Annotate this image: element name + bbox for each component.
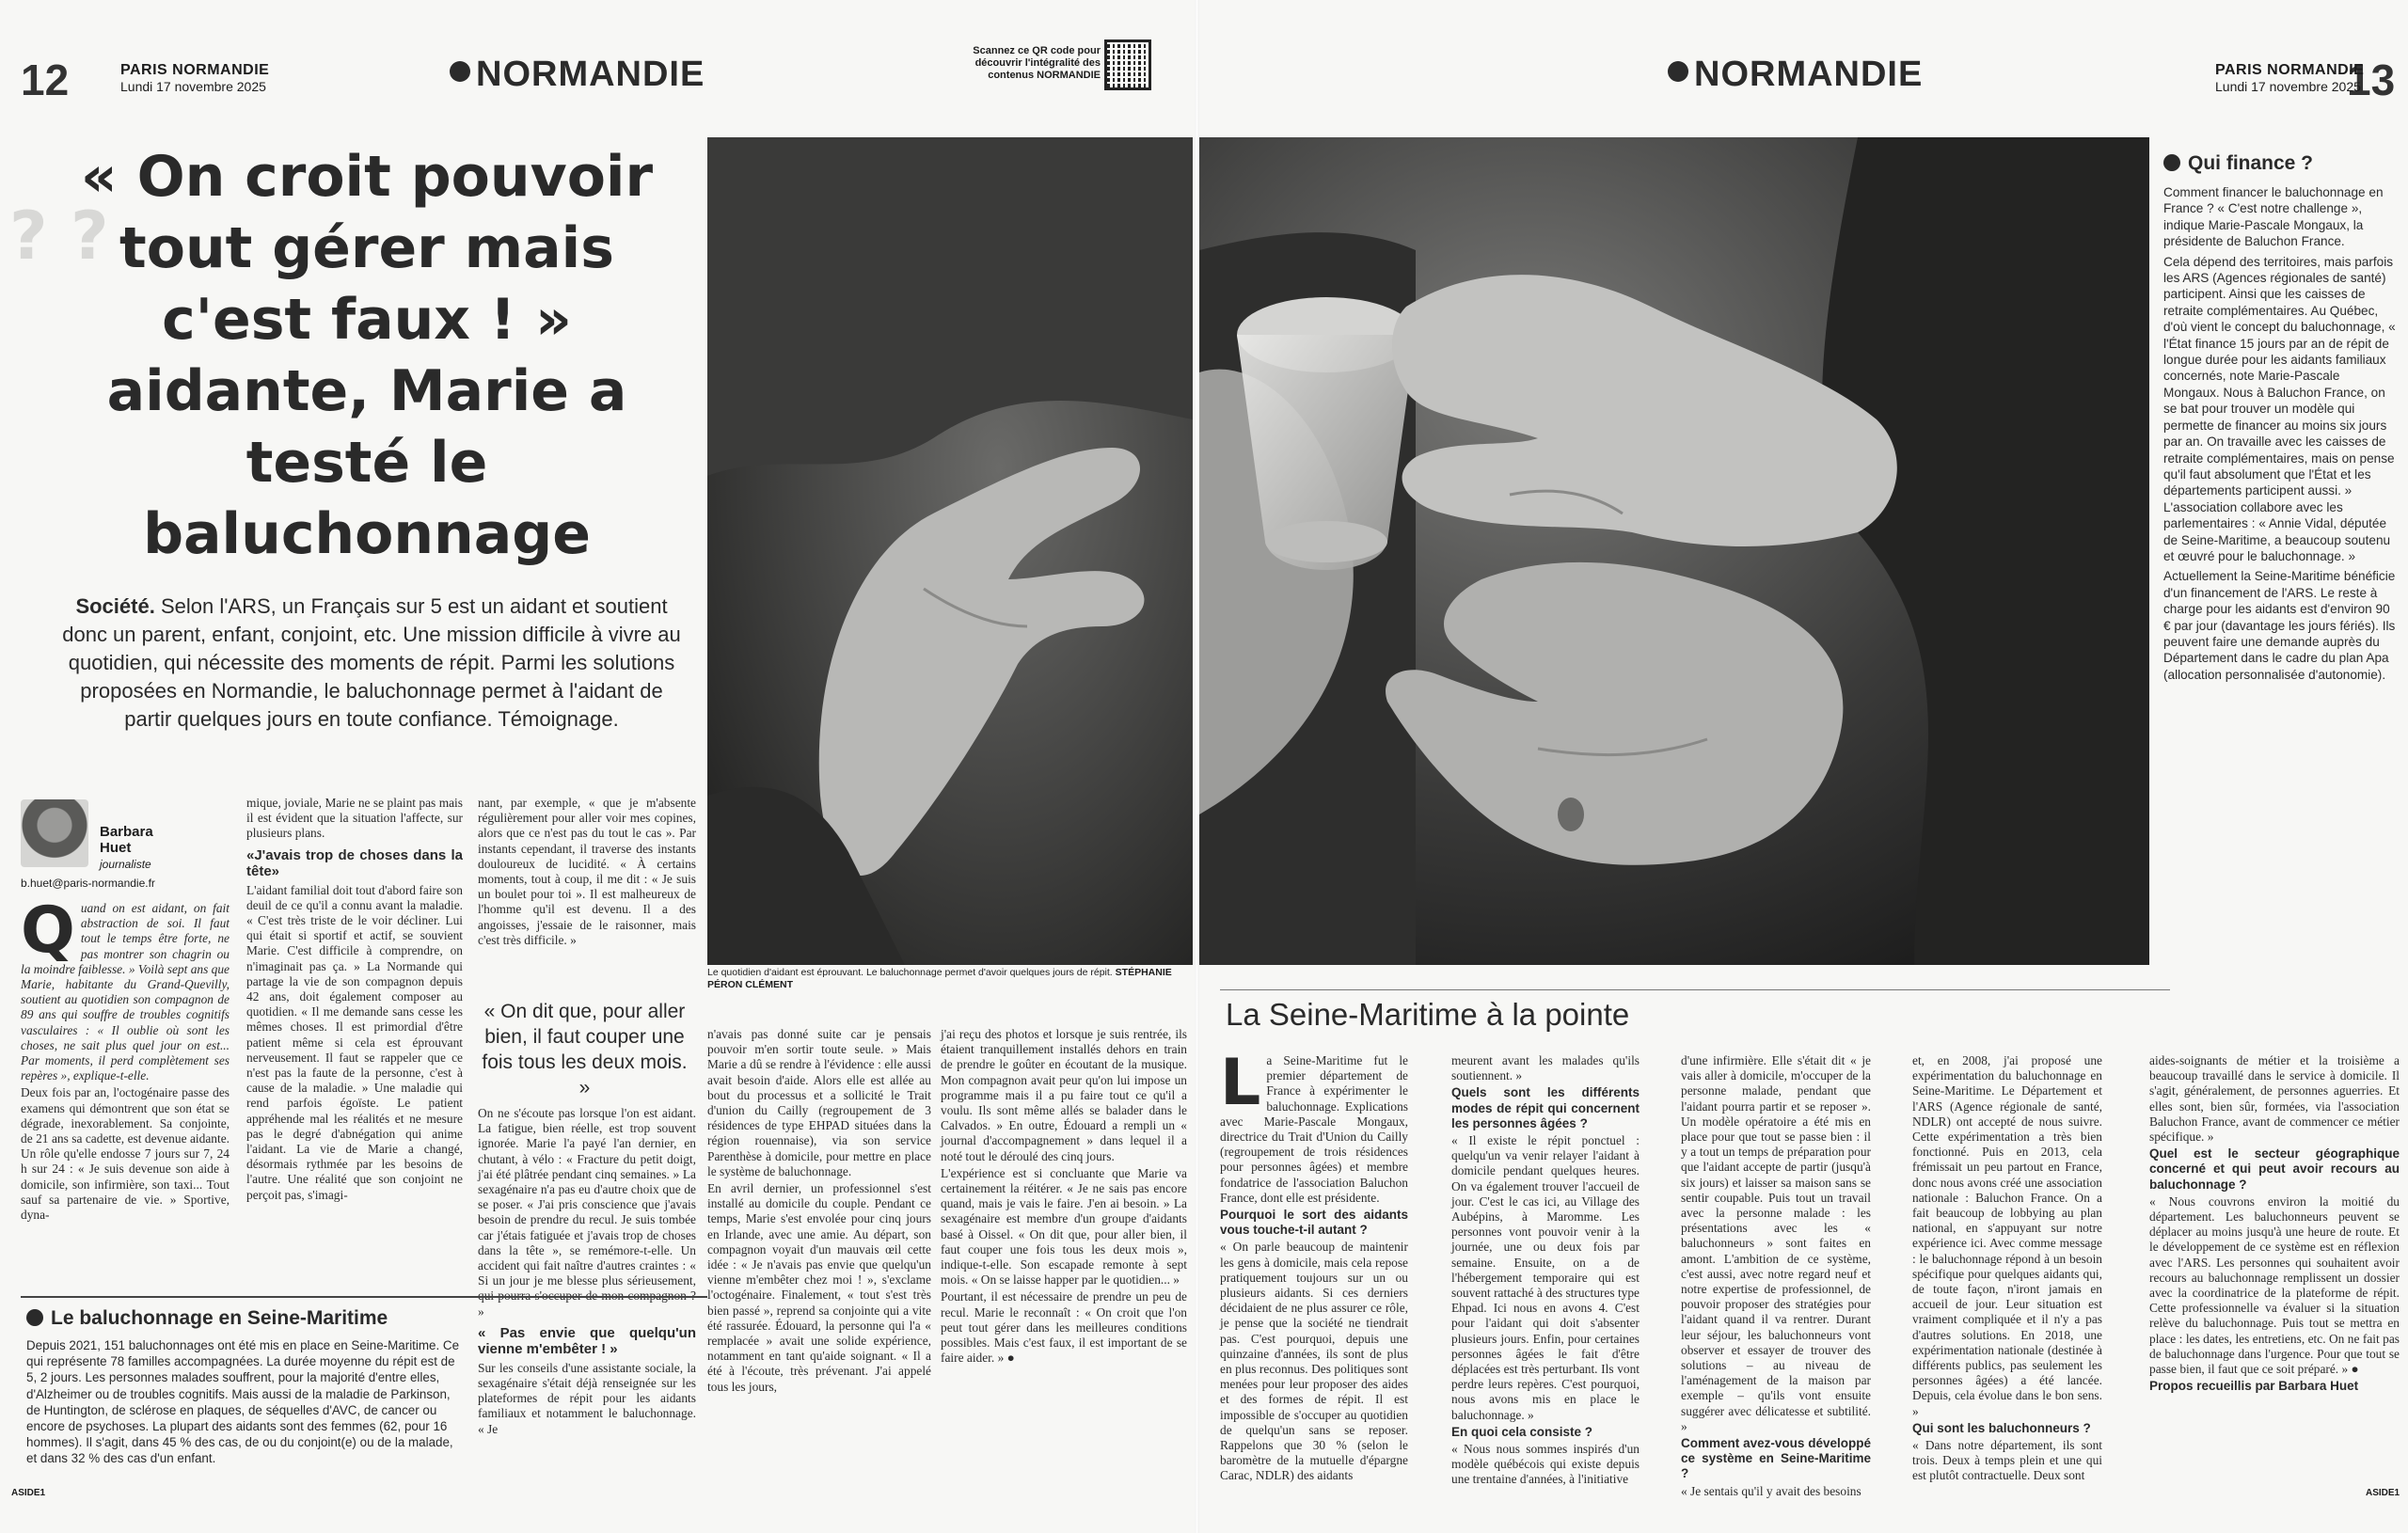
c1-text: a Seine-Maritime fut le premier département de France à expérimenter le baluchonnage. Explications avec Marie-Pascale Mongaux, directrice du Trait d'Union du Cailly (regroupement de trois résidences pour personnes âgées) et membre fondatrice de l'association Baluchon France, dont elle est présidente. [1220, 1053, 1408, 1205]
question: Comment avez-vous développé ce système en Seine-Maritime ? [1681, 1436, 1871, 1481]
col1-text2: Deux fois par an, l'octogénaire passe des examens qui démontrent que son état se dégrade, inexorablement. Sa conjointe, de 21 ans sa cadette, est devenue aidante. Un rôle qu'elle endosse 7 jours sur 7, 24 h sur 24 : « Je suis devenue son aide à domicile, son infirmière, son taxi... Tout sauf sa partenaire de vie. » Sportive, dyna- [21, 1085, 230, 1223]
author-email[interactable]: b.huet@paris-normandie.fr [21, 877, 155, 890]
article-column-4 [707, 1027, 931, 1482]
dropcap: L [1220, 1046, 1261, 1120]
standfirst [56, 593, 687, 734]
c2-text: meurent avant les malades qu'ils soutiennent. » [1451, 1053, 1640, 1083]
answer: « Dans notre département, ils sont trois. Deux à temps plein et une qui est plutôt contractuelle. Deux sont [1912, 1438, 2102, 1483]
interview-column-5 [2149, 1053, 2400, 1482]
col1-text: uand on est aidant, on fait abstraction de soi. Il faut tout le temps être forte, ne pas montrer son chagrin ou la moindre faiblesse. » Voilà sept ans que Marie, habitante du Grand-Quevilly, soutient au quotidien son compagnon de 89 ans qui souffre de troubles cognitifs vasculaires : « Il oublie où sont les choses, ne sait plus quel jour on est... Par moments, il perd complètement ses repères », explique-t-elle. [21, 901, 230, 1083]
photo-hands-left [707, 137, 1193, 965]
col5-text: j'ai reçu des photos et lorsque je suis rentrée, ils étaient tranquillement installés dehors en train de prendre le goûter en écoutant de la musique. Mon compagnon avait peur qu'on lui impose un programme mais il a pu faire tout ce qu'il a voulu. Ils sont même allés se balader dans le Calvados. » En outre, Édouard a rempli un « journal d'accompagnement » dans lequel il a noté tout le déroulé des cinq jours. [941, 1027, 1187, 1163]
answer: « On parle beaucoup de maintenir les gens à domicile, mais cela repose pratiquement toujours sur un ou plusieurs aidants. Si ces derniers décidaient de ne plus assurer ce rôle, je pense que la société ne tiendrait pas. C'est pourquoi, depuis une quinzaine d'années, ils sont de plus en plus reconnus. Des politiques sont menées pour leur proposer des aides et des formes de répit. Il est impossible de s'occuper au quotidien de quelqu'un sans se reposer. Rappelons que 30 % (selon le baromètre de la mutuelle d'épargne Carac, NDLR) des aidants [1220, 1240, 1408, 1483]
author-role: journaliste [100, 858, 151, 871]
answer: « Il existe le répit ponctuel : quelqu'un va venir relayer l'aidant à domicile pendant quelques heures. On va également trouver l'accueil de jour. C'est le cas ici, au Village des Aubépins, à Maromme. Les personnes vont pouvoir venir à la journée, une ou deux fois par semaine. Ensuite, on a de l'hébergement temporaire qui est souvent rattaché à des structures type Ehpad. Ici nous en avons 4. C'est pour l'aidant qui doit s'absenter plusieurs jours. Enfin, pour certaines personnes âgées le fait d'être déplacées est très perturbant. Ils vont perdre leurs repères. C'est pourquoi, nous avons mis en place le baluchonnage. » [1451, 1133, 1640, 1422]
section-dot-icon [1668, 61, 1688, 82]
subheading: «J'avais trop de choses dans la tête» [246, 846, 463, 879]
photo-credit: STÉPHANIE PÉRON CLÉMENT [707, 967, 1172, 990]
left-page [0, 0, 1195, 1533]
c5-text: aides-soignants de métier et la troisième a beaucoup travaillé dans le service à domicile. Il s'agit, généralement, de personnes aguerries. Et elles sont, bien sûr, formées, via l'association Baluchon France, avant de commencer ce métier spécifique. » [2149, 1053, 2400, 1145]
photo-caption [707, 967, 1196, 991]
question: Qui sont les baluchonneurs ? [1912, 1420, 2091, 1435]
headline: « On croit pouvoir tout gérer mais c'est faux ! » aidante, Marie a testé le baluchonnage [80, 144, 654, 567]
col3-text: nant, par exemple, « que je m'absente régulièrement pour aller voir mes copines, alors que ce n'est pas du tout le cas ». Par instants cependant, il traverse des instants douloureux de lucidité. « À certains moments, tout à coup, il me dit : « Je suis un boulet pour toi ». Il est malheureux de l'homme qu'il est devenu. Il a des angoisses, j'essaie de le raisonner, mais c'est très difficile. » [478, 796, 696, 947]
interview-column-1 [1220, 1046, 1408, 1483]
show-through-text: ? ? [9, 198, 109, 275]
c4-text: et, en 2008, j'ai proposé une expérimentation du baluchonnage en Seine-Maritime. Le Département et l'ARS (Agence régionale de santé, NDLR) ont accepté de nous suivre. Cette expérimentation a très bien fonctionné. Puis en 2013, cela frémissait un peu partout en France, donc nous avons créé une association nationale : Baluchon France. On a fait beaucoup de lobbying au plan national, en s'appuyant sur notre expérience ici. Avec comme message : le baluchonnage répond à un besoin spécifique pour quelques aidants qui, de toute façon, n'iront jamais en accueil de jour. Leur situation est vraiment compliquée et il n'y a pas d'autres solutions. En 2018, une expérimentation nationale (destinée à différents publics, pas seulement les personnes âgées) a été lancée. Depuis, cela évolue dans le bon sens. » [1912, 1053, 2102, 1418]
standfirst-lead: Société. [75, 594, 155, 618]
box-title: Le baluchonnage en Seine-Maritime [26, 1307, 388, 1330]
sidebar-p3: Actuellement la Seine-Maritime bénéficie d'un financement de l'ARS. Le reste à charge pour les aidants est d'environ 90 € par jour (davantage les jours fériés). Ils peuvent faire une demande auprès du Département dans le cadre du plan Apa (allocation personnalisée d'autonomie). [2163, 569, 2396, 682]
page-number: 13 [2347, 55, 2396, 104]
col2-text: mique, joviale, Marie ne se plaint pas mais il est évident que la situation l'affecte, sur plusieurs plans. [246, 796, 463, 841]
subheading: « Pas envie que quelqu'un vienne m'embêter ! » [478, 1324, 696, 1357]
interview-column-4 [1912, 1053, 2102, 1482]
plus-circle-icon [2163, 154, 2180, 171]
sidebar-p1: Comment financer le baluchonnage en France ? « C'est notre challenge », indique Marie-Pascale Mongaux, la présidente de Baluchon France. [2163, 185, 2384, 249]
box-divider [21, 1296, 707, 1298]
pull-quote: « On dit que, pour aller bien, il faut couper une fois tous les deux mois. » [482, 1001, 688, 1098]
caption-text: Le quotidien d'aidant est éprouvant. Le baluchonnage permet d'avoir quelques jours de répit. [707, 967, 1113, 978]
paper-name: PARIS NORMANDIE [2215, 62, 2365, 78]
article-divider [1220, 989, 2170, 990]
section-label: NORMANDIE [1694, 55, 1924, 94]
signature: Propos recueillis par Barbara Huet [2149, 1379, 2359, 1394]
col3-text3: Sur les conseils d'une assistante sociale, la sexagénaire s'était déjà renseignée sur les plateformes de répit pour les aidants familiaux et notamment le baluchonnage. « Je [478, 1360, 696, 1436]
author-name: Barbara Huet [100, 824, 153, 856]
paper-date: Lundi 17 novembre 2025 [120, 79, 266, 94]
question: Quels sont les différents modes de répit qui concernent les personnes âgées ? [1451, 1085, 1640, 1130]
col4-text: n'avais pas donné suite car je pensais pouvoir m'en sortir toute seule. » Mais Marie a dû se rendre à l'évidence : elle aussi avait besoin d'aide. Alors elle est allée au bout du processus et a sollicité le Trait d'union du Cailly (regroupement de 3 résidences de type EHPAD situées dans la région rouennaise), via son service Parenthèse à domicile, pour mettre en place le système de baluchonnage. [707, 1027, 931, 1178]
answer: « Nous nous sommes inspirés d'un modèle québécois qui existe depuis une trentaine d'années, à l'initiative [1451, 1442, 1640, 1487]
answer: « Je sentais qu'il y avait des besoins [1681, 1483, 1861, 1498]
col5-text3: Pourtant, il est nécessaire de prendre un peu de recul. Marie le reconnaît : « On croit que l'on peut tout gérer dans les meilleures conditions possibles. Mais c'est faux, il est important de se faire aider. » ● [941, 1289, 1187, 1366]
interview-column-2 [1451, 1053, 1640, 1487]
print-mark: ASIDE1 [2366, 1488, 2400, 1498]
article-column-3 [478, 1106, 696, 1482]
print-mark: ASIDE1 [11, 1488, 46, 1498]
sidebar-title: Qui finance ? [2163, 152, 2313, 175]
article-column-3-top [478, 796, 696, 989]
section-dot-icon [450, 61, 470, 82]
page-number: 12 [21, 55, 70, 104]
qr-code-icon[interactable] [1104, 40, 1151, 90]
sidebar-p2: Cela dépend des territoires, mais parfois les ARS (Agences régionales de santé) participent. Ainsi que les caisses de retraite complémentaires. Au Québec, d'où vient le concept du baluchonnage, « l'État finance 15 jours par an de répit de longue durée pour les aidants familiaux concernés, note Marie-Pascale Mongaux. Nous à Baluchon France, on se bat pour trouver un modèle qui permette de financer au moins six jours par an. On travaille avec les caisses de retraite complémentaires, mais on pense qu'il faut absolument que l'État et les départements participent aussi. » L'association collabore avec les parlementaires : « Annie Vidal, députée de Seine-Maritime, a beaucoup soutenu et œuvré pour le baluchonnage. » [2163, 254, 2396, 563]
article-column-2 [246, 796, 463, 1288]
c3-text: d'une infirmière. Elle s'était dit « je vais aller à domicile, m'occuper de la personne malade, pendant que l'aidant pourra partir et se reposer ». Un modèle opératoire a été mis en place pour que tout se passe bien : il y a tout un temps de préparation pour que l'aidant accepte de partir (jusqu'à six jours) et laisser sa maison sans se sentir coupable. Puis tout un travail avec la personne malade : les présentations avec les « baluchonneurs » sont faites en amont. L'ambition de ce système, c'est aussi, avec notre regard neuf et notre expertise de professionnel, de pouvoir proposer des stratégies pour l'aidant quand il va rentrer. Durant leur séjour, les baluchonneurs vont observer et essayer de trouver des solutions – au niveau de l'aménagement de la maison par exemple – qu'ils vont ensuite suggérer avec délicatesse et subtilité. » [1681, 1053, 1871, 1433]
col5-text2: L'expérience est si concluante que Marie va certainement la réitérer. « Je ne sais pas encore quand, mais je vais le faire. J'en ai besoin. » La sexagénaire est membre d'un groupe d'aidants basé à Oissel. « On dit que, pour aller bien, il faut couper une fois tous les deux mois », indique-t-elle. Son escapade remonte à sept mois. « On se laisse happer par le quotidien... » [941, 1165, 1187, 1288]
question: Quel est le secteur géographique concerné et qui peut avoir recours au baluchonnage ? [2149, 1146, 2400, 1192]
section-label: NORMANDIE [476, 55, 705, 94]
article-column-5 [941, 1027, 1187, 1482]
col4-text2: En avril dernier, un professionnel s'est installé au domicile du couple. Pendant ce temps, Marie s'est envolée pour cinq jours en Irlande, avec une amie. Au départ, son compagnon voyait d'un mauvais œil cette idée : « Je n'avais pas envie que quelqu'un vienne m'embêter chez moi ! », s'exclame l'octogénaire. Finalement, « tout s'est très bien passé », reprend sa conjointe qui a vite été rassurée. Édouard, la personne qui l'a « remplacée » avait une solide expérience, notamment en tant qu'aide soignant. « Il a été à l'écoute, très prévenant. J'ai appelé tous les jours, [707, 1181, 931, 1394]
answer: « Nous couvrons environ la moitié du département. Les baluchonneurs peuvent se déplacer au moins jusqu'à une heure de route. Et le développement de ce système est en réflexion avec l'ARS. Les personnes qui souhaitent avoir recours au baluchonnage remplissent un dossier avec la coordinatrice de la plateforme de répit. Cette professionnelle va évaluer si la situation relève du baluchonnage. Puis tout se mettra en place : les dates, les entretiens, etc. On ne fait pas de baluchonnage dans l'urgence. Pour que tout se passe bien, il faut que ce soit préparé. » ● [2149, 1193, 2400, 1377]
section-header [450, 55, 705, 95]
bullet-icon [26, 1309, 43, 1326]
paper-date: Lundi 17 novembre 2025 [2215, 79, 2361, 94]
article-title: La Seine-Maritime à la pointe [1226, 997, 1630, 1032]
right-page [1199, 0, 2408, 1533]
qr-caption: Scannez ce QR code pour découvrir l'intégralité des contenus NORMANDIE [973, 45, 1101, 81]
dropcap: Q [21, 893, 75, 968]
sidebar-text [2163, 184, 2399, 687]
col2-text2: L'aidant familial doit tout d'abord faire son deuil de ce qu'il a connu avant la maladie. « C'est très triste de le voir décliner. Lui qui était si sportif et actif, se souvient Marie. C'est difficile à comprendre, on n'imaginait pas ça. » La Normande qui partage la vie de son compagnon depuis 42 ans, doit également composer au quotidien. « Il me demande sans cesse les mêmes choses. Il est primordial d'être patient même si cela est éprouvant nerveusement. Il faut se rappeler que ce n'est pas la faute de la personne, c'est à cause de la maladie. » Une maladie qui rend parfois égoïste. Le patient appréhende mal les réalités et ne mesure pas le degré d'abnégation qui anime l'aidant. La vie de Marie a changé, désormais rythmée par les besoins de l'autre. Une réalité que son conjoint ne perçoit pas, s'imagi- [246, 882, 463, 1202]
photo-hands-glass [1199, 137, 2149, 965]
question: En quoi cela consiste ? [1451, 1424, 1593, 1439]
question: Pourquoi le sort des aidants vous touche-t-il autant ? [1220, 1208, 1408, 1238]
interview-column-3 [1681, 1053, 1871, 1498]
article-column-1 [21, 893, 230, 1288]
box-text: Depuis 2021, 151 baluchonnages ont été mis en place en Seine-Maritime. Ce qui représente 78 familles accompagnées. La durée moyenne du répit est de 5, 2 jours. Les personnes malades souffrent, pour la majorité d'entre elles, d'Alzheimer ou de troubles cognitifs. Mais aussi de la maladie de Parkinson, de Huntington, de sclérose en plaques, de séquelles d'AVC, de cancer ou encore de psychoses. La plupart des aidants sont des femmes (62, pour 16 hommes). Il s'agit, dans 45 % des cas, de ou du conjoint(e) ou de la malade, et dans 32 % des cas d'un enfant. [26, 1338, 460, 1466]
col3-text2: On ne s'écoute pas lorsque l'on est aidant. La fatigue, bien réelle, est trop souvent ignorée. Marie l'a payé l'an dernier, en chutant, à vélo : « Fracture du petit doigt, j'ai été plâtrée pendant cinq semaines. » La sexagénaire n'a pas eu d'autre choix que de se poser. « J'ai pris conscience que j'avais besoin de prendre du recul. Je suis tombée car j'étais fatiguée et j'avais trop de choses dans la tête », se remémore-t-elle. Un accident qui fait naître d'autres craintes : « Si un jour je me blesse plus sérieusement, qui pourra s'occuper de mon compagnon ? » [478, 1106, 696, 1319]
author-avatar [21, 799, 88, 867]
standfirst-text: Selon l'ARS, un Français sur 5 est un aidant et soutient donc un parent, enfant, conjoint, etc. Une mission difficile à vivre au quotidien, qui nécessite des moments de répit. Parmi les solutions proposées en Normandie, le baluchonnage permet à l'aidant de partir quelques jours en toute confiance. Témoignage. [62, 594, 681, 731]
paper-name: PARIS NORMANDIE [120, 62, 270, 78]
section-header [1660, 55, 1930, 95]
